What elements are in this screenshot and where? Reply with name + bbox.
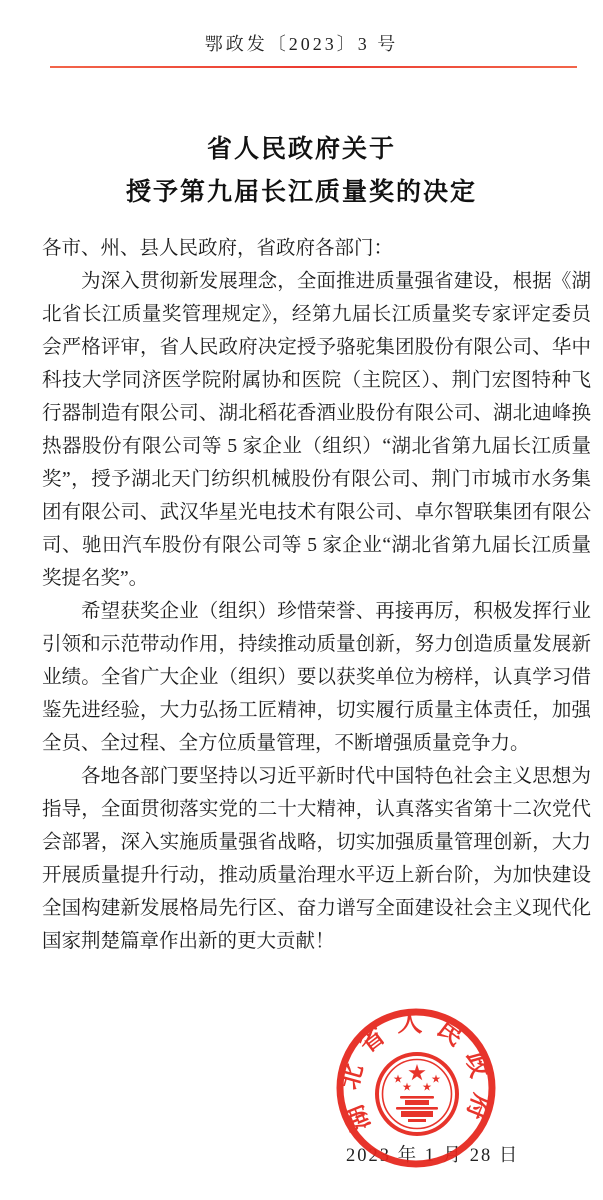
seal-text: 湖北省人民政府 — [335, 1010, 497, 1135]
doc-title-line1: 省人民政府关于 — [206, 136, 396, 163]
paragraph-3: 各地各部门要坚持以习近平新时代中国特色社会主义思想为指导，全面贯彻落实党的二十大精神，认真落实省第十二次党代会部署，深入实施质量强省战略，切实加强质量管理创新，大力开展质量提升行动，推动质量治理水平迈上新台阶，为加快建设全国构建新发展格局先行区、奋力谱写全面建设社会主义现代化国家荆楚篇章作出新的更大贡献！ — [42, 766, 591, 952]
official-seal — [330, 1002, 502, 1174]
doc-title-line2: 授予第九届长江质量奖的决定 — [125, 179, 477, 206]
doc-number: 鄂政发〔2023〕3 号 — [204, 34, 399, 54]
doc-title — [0, 128, 603, 214]
doc-body — [42, 232, 591, 958]
seal-graphic — [330, 1002, 502, 1174]
paragraph-2: 希望获奖企业（组织）珍惜荣誉、再接再厉，积极发挥行业引领和示范带动作用，持续推动质量创新，努力创造质量发展新业绩。全省广大企业（组织）要以获奖单位为榜样，认真学习借鉴先进经验，大力弘扬工匠精神，切实履行质量主体责任，加强全员、全过程、全方位质量管理，不断增强质量竞争力。 — [42, 601, 591, 754]
red-separator-rule — [50, 66, 577, 68]
doc-date: 2023 年 1 月 28 日 — [346, 1146, 520, 1166]
paragraph-1: 为深入贯彻新发展理念，全面推进质量强省建设，根据《湖北省长江质量奖管理规定》，经第九届长江质量奖专家评定委员会严格评审，省人民政府决定授予骆驼集团股份有限公司、华中科技大学同济医学院附属协和医院（主院区）、荆门宏图特种飞行器制造有限公司、湖北稻花香酒业股份有限公司、湖北迪峰换热器股份有限公司等 5 家企业（组织）“湖北省第九届长江质量奖”，授予湖北天门纺织机械股份有限公司、荆门市城市水务集团有限公司、武汉华星光电技术有限公司、卓尔智联集团有限公司、驰田汽车股份有限公司等 5 家企业“湖北省第九届长江质量奖提名奖”。 — [42, 271, 591, 589]
national-emblem-icon — [377, 1054, 457, 1134]
salutation: 各市、州、县人民政府，省政府各部门： — [42, 238, 394, 259]
